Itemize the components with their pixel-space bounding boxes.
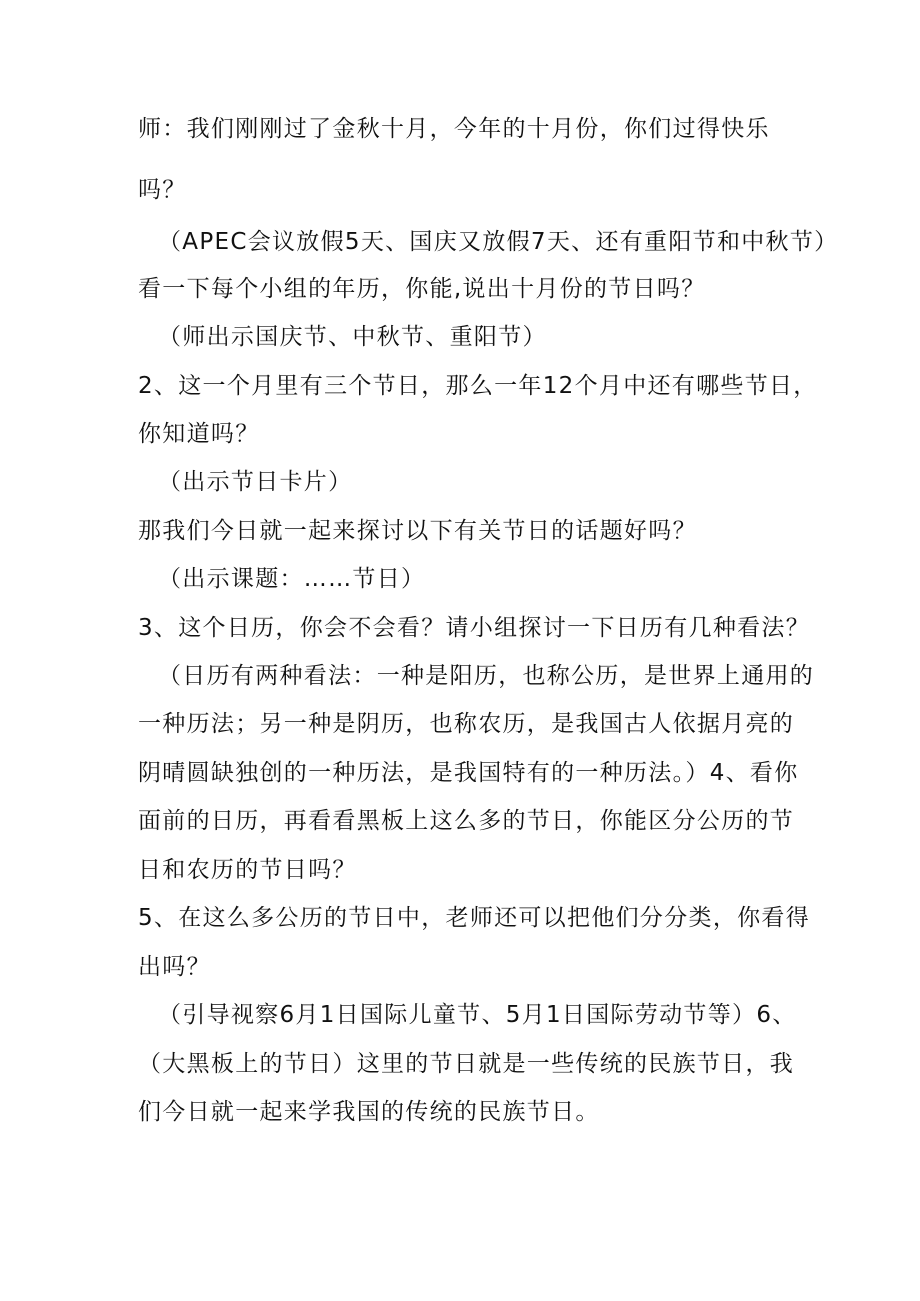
text-line: 2、这一个月里有三个节日，那么一年12个月中还有哪些节日， (138, 373, 818, 399)
text-line: 师：我们刚刚过了金秋十月，今年的十月份，你们过得快乐 (138, 116, 770, 142)
text-line: 阴晴圆缺独创的一种历法，是我国特有的一种历法。）4、看你 (138, 760, 799, 786)
text-line: 面前的日历，再看看黑板上这么多的节日，你能区分公历的节 (138, 808, 795, 834)
text-line: 5、在这么多公历的节日中，老师还可以把他们分分类，你看得 (138, 905, 811, 931)
text-line: （引导视察6月1日国际儿童节、5月1日国际劳动节等）6、 (158, 1002, 797, 1028)
text-line: 出吗？ (138, 954, 211, 980)
text-line: 吗？ (138, 177, 187, 203)
text-line: （师出示国庆节、中秋节、重阳节） (158, 324, 547, 350)
text-line: （APEC会议放假5天、国庆又放假7天、还有重阳节和中秋节） (158, 229, 839, 255)
text-line: 3、这个日历，你会不会看？请小组探讨一下日历有几种看法？ (138, 615, 811, 641)
text-line: 日和农历的节日吗？ (138, 857, 357, 883)
text-line: 那我们今日就一起来探讨以下有关节日的话题好吗？ (138, 518, 697, 544)
text-line: 们今日就一起来学我国的传统的民族节日。 (138, 1099, 600, 1125)
text-line: 看一下每个小组的年历，你能,说出十月份的节日吗？ (138, 276, 706, 302)
text-line: （大黑板上的节日）这里的节日就是一些传统的民族节日，我 (138, 1051, 795, 1077)
text-line: 你知道吗？ (138, 421, 260, 447)
text-line: （出示节日卡片） (158, 469, 353, 495)
text-line: （日历有两种看法：一种是阳历，也称公历，是世界上通用的 (158, 663, 815, 689)
text-line: （出示课题：……节日） (158, 566, 426, 592)
text-line: 一种历法；另一种是阴历，也称农历，是我国古人依据月亮的 (138, 711, 795, 737)
